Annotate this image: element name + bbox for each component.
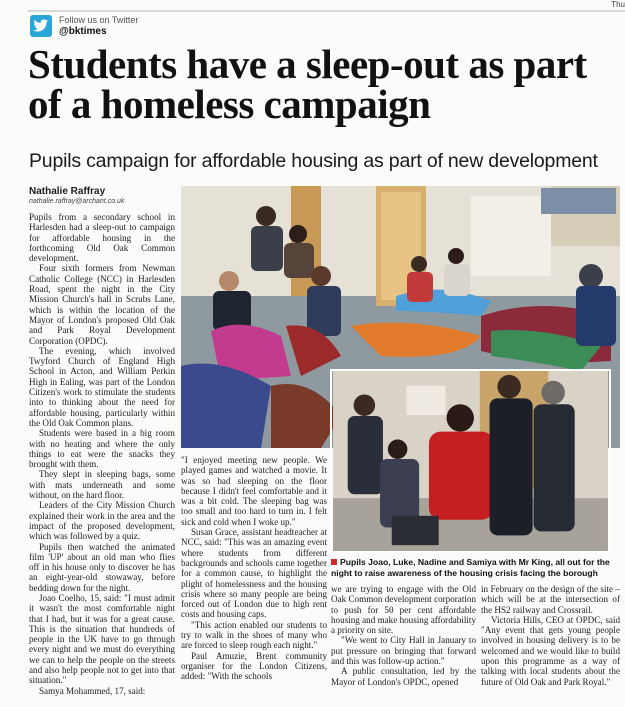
article-column-3 [331,584,476,687]
paragraph: Samya Mohammed, 17, said: [39,685,146,696]
paragraph: Victoria Hills, CEO at OPDC, said "Any event that gets young people involved in housing delivery is to be welcomed and we would like to build upon this programme as a way of talking with local students about the future of Old Oak and Park Royal." [481,614,620,687]
twitter-promo [30,13,138,39]
twitter-follow-text: Follow us on Twitter [59,15,139,25]
caption-text: Pupils Joao, Luke, Nadine and Samiya with Mr King, all out for the night to raise awareness of the housing crisis facing the borough [331,557,610,578]
paragraph: A public consultation, led by the Mayor of London's OPDC, opened [331,666,476,687]
byline-name: Nathalie Raffray [29,186,106,197]
article-column-1 [29,212,175,696]
page-rule [28,0,625,12]
paragraph: "I enjoyed meeting new people. We played games and watched a movie. It was so bad sleeping on the floor because I didn't feel comfortable and it was a bit cold. The sleeping bag was too small and too hard to turn in. I felt sick and cold when I woke up." [181,455,327,527]
inset-photo [330,369,611,553]
caption-bullet [331,559,337,565]
paragraph: Pupils then watched the animated film 'UP' about an old man who flies off in his house only to discover he has an eight-year-old stowaway, before bedding down for the night. [29,541,175,593]
page-tag: Thu [611,0,625,9]
paragraph: Paul Amuzie, Brent community organiser for the London Citizens, added: "With the schools [181,650,327,682]
byline-email: nathalie.raffray@archant.co.uk [29,198,125,205]
headline: Students have a sleep-out as part of a homeless campaign [28,41,587,127]
article-column-2 [181,455,327,682]
paragraph: Four sixth formers from Newman Catholic College (NCC) in Harlesden Road, spent the night in the City Mission Church's hall in Scrubs Lane, which is within the location of the Mayor of London's proposed Old Oak and Park Royal Development Corporation (OPDC). [29,263,175,346]
paragraph: Pupils from a secondary school in Harlesden had a sleep-out to campaign for affordable housing in the forthcoming Old Oak Common development. [29,212,175,264]
paragraph: in February on the design of the site – which will be at the intersection of the HS2 railway and Crossrail. [481,584,620,615]
twitter-bird-icon [30,15,52,37]
paragraph: "We went to City Hall in January to put pressure on bringing that forward and this was follow-up action." [331,635,476,667]
paragraph: They slept in sleeping bags, some with mats underneath and some without, on the hard floor. [29,469,175,501]
standfirst: Pupils campaign for affordable housing as part of new development [29,150,598,172]
photo-caption [331,557,621,578]
paragraph: we are trying to engage with the Old Oak Common development corporation to push for 50 per cent affordable housing and make housing affordability a priority on site. [331,584,476,636]
byline [29,186,174,205]
paragraph: Susan Grace, assistant headteacher at NCC, said: "This was an amazing event where students from different backgrounds and schools came together for a common cause, to highlight the plight of homelessness and the housing crisis where so many people are being forced out of London due to high rent costs and housing caps. [181,527,327,620]
paragraph: "This action enabled our students to try to walk in the shoes of many who are forced to sleep rough each night." [181,619,327,651]
paragraph: Joao Coelho, 15, said: "I must admit it wasn't the most comfortable night that I had, but it was for a great cause. This is the situation that hundreds of people in the UK have to go through every night and we must do everything we can to help the people on the streets and also help people not to get into that situation." [29,592,175,686]
twitter-handle: @bktimes [59,26,107,37]
article-column-4 [481,584,620,687]
paragraph: Students were based in a big room with no heating and where the only things to eat were the snacks they brought with them. [29,428,175,470]
paragraph: Leaders of the City Mission Church explained their work in the area and the impact of the proposed development, which was followed by a quiz. [29,500,175,542]
paragraph: The evening, which involved Twyford Church of England High School in Acton, and William Perkin High in Ealing, was part of the London Citizen's work to stimulate the students into to thinking about the need for affordable housing, particularly within the Old Oak Common plans. [29,345,175,428]
